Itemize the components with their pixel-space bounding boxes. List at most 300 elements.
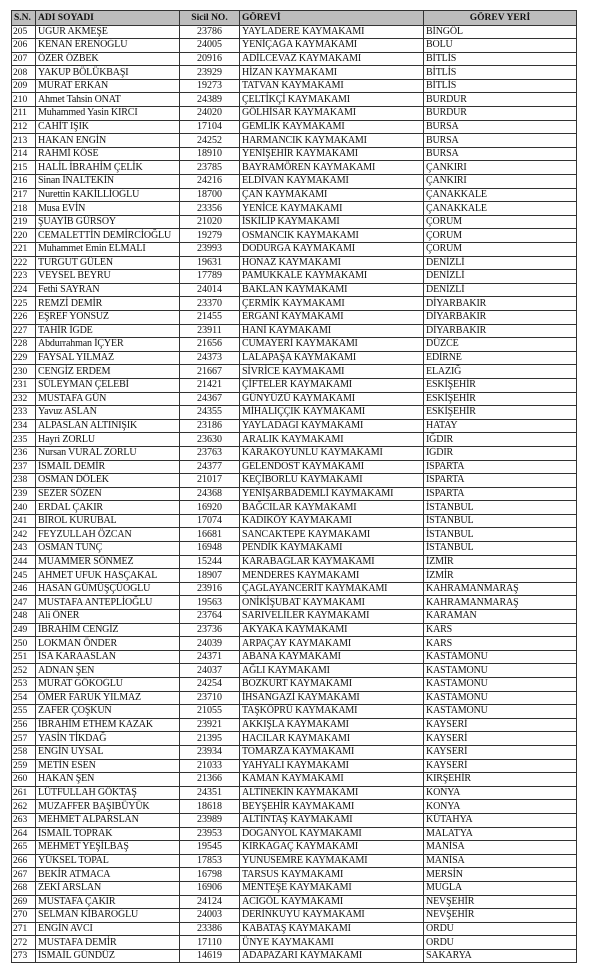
cell-gorev: SİVRİCE KAYMAKAMI — [240, 365, 424, 379]
cell-name: Hayri ZORLU — [36, 433, 180, 447]
cell-sn: 262 — [12, 800, 36, 814]
cell-name: ÖZER ÖZBEK — [36, 52, 180, 66]
cell-yer: NEVŞEHİR — [424, 909, 577, 923]
cell-sn: 255 — [12, 705, 36, 719]
cell-sicil: 16798 — [180, 868, 240, 882]
cell-sn: 209 — [12, 79, 36, 93]
cell-name: İBRAHİM CENGİZ — [36, 623, 180, 637]
cell-sn: 258 — [12, 745, 36, 759]
cell-name: BEKİR ATMACA — [36, 868, 180, 882]
cell-sicil: 23911 — [180, 324, 240, 338]
cell-gorev: MİHALIÇÇIK KAYMAKAMI — [240, 406, 424, 420]
cell-sn: 244 — [12, 555, 36, 569]
cell-gorev: ALTINEKİN KAYMAKAMI — [240, 786, 424, 800]
cell-sn: 222 — [12, 256, 36, 270]
cell-gorev: YENİŞARBADEMLİ KAYMAKAMI — [240, 487, 424, 501]
cell-sn: 211 — [12, 107, 36, 121]
cell-sn: 206 — [12, 39, 36, 53]
cell-sicil: 17789 — [180, 270, 240, 284]
cell-sn: 249 — [12, 623, 36, 637]
cell-yer: ORDU — [424, 922, 577, 936]
cell-sicil: 24014 — [180, 283, 240, 297]
cell-sicil: 24389 — [180, 93, 240, 107]
cell-sicil: 23736 — [180, 623, 240, 637]
cell-sn: 225 — [12, 297, 36, 311]
table-row — [12, 841, 577, 855]
cell-sicil: 23630 — [180, 433, 240, 447]
cell-name: İSMAİL DEMİR — [36, 460, 180, 474]
cell-yer: DİYARBAKIR — [424, 310, 577, 324]
cell-yer: KASTAMONU — [424, 650, 577, 664]
cell-name: ENGİN UYSAL — [36, 745, 180, 759]
cell-sn: 268 — [12, 881, 36, 895]
cell-name: MUAMMER SÖNMEZ — [36, 555, 180, 569]
governor-appointments-table — [11, 10, 577, 963]
cell-name: KENAN ERENOĞLU — [36, 39, 180, 53]
table-row — [12, 813, 577, 827]
cell-gorev: SANCAKTEPE KAYMAKAMI — [240, 528, 424, 542]
cell-sicil: 23763 — [180, 446, 240, 460]
cell-yer: KASTAMONU — [424, 691, 577, 705]
cell-sn: 213 — [12, 134, 36, 148]
cell-yer: İSTANBUL — [424, 542, 577, 556]
cell-sicil: 24039 — [180, 637, 240, 651]
cell-sicil: 21055 — [180, 705, 240, 719]
cell-sicil: 23929 — [180, 66, 240, 80]
cell-sicil: 23370 — [180, 297, 240, 311]
cell-yer: MUĞLA — [424, 881, 577, 895]
cell-gorev: YAHYALI KAYMAKAMI — [240, 759, 424, 773]
cell-name: Nurettin KAKİLLİOĞLU — [36, 188, 180, 202]
cell-gorev: BOZKURT KAYMAKAMI — [240, 678, 424, 692]
cell-sn: 269 — [12, 895, 36, 909]
cell-name: İSMAİL GÜNDÜZ — [36, 949, 180, 963]
table-row — [12, 107, 577, 121]
cell-yer: HATAY — [424, 419, 577, 433]
cell-name: Sinan İNALTEKİN — [36, 175, 180, 189]
table-row — [12, 392, 577, 406]
cell-sicil: 21033 — [180, 759, 240, 773]
cell-sn: 217 — [12, 188, 36, 202]
table-row — [12, 786, 577, 800]
cell-yer: ESKİŞEHİR — [424, 392, 577, 406]
cell-name: SELMAN KİBAROĞLU — [36, 909, 180, 923]
cell-gorev: DERİNKUYU KAYMAKAMI — [240, 909, 424, 923]
cell-sicil: 18618 — [180, 800, 240, 814]
table-row — [12, 596, 577, 610]
table-row — [12, 501, 577, 515]
cell-yer: DENİZLİ — [424, 256, 577, 270]
cell-sicil: 19563 — [180, 596, 240, 610]
cell-yer: KIRŞEHİR — [424, 773, 577, 787]
cell-sn: 208 — [12, 66, 36, 80]
table-row — [12, 202, 577, 216]
cell-sicil: 24377 — [180, 460, 240, 474]
cell-sicil: 24373 — [180, 351, 240, 365]
cell-gorev: YENİŞEHİR KAYMAKAMI — [240, 147, 424, 161]
cell-sicil: 24351 — [180, 786, 240, 800]
cell-gorev: İSKİLİP KAYMAKAMI — [240, 215, 424, 229]
header-sicil: Sicil NO. — [180, 11, 240, 26]
cell-sicil: 19273 — [180, 79, 240, 93]
cell-name: Yavuz ASLAN — [36, 406, 180, 420]
cell-gorev: ÇAN KAYMAKAMI — [240, 188, 424, 202]
cell-sn: 212 — [12, 120, 36, 134]
cell-name: TURGUT GÜLEN — [36, 256, 180, 270]
cell-name: OSMAN TUNÇ — [36, 542, 180, 556]
cell-gorev: YAYLADERE KAYMAKAMI — [240, 25, 424, 39]
table-row — [12, 514, 577, 528]
cell-sicil: 21020 — [180, 215, 240, 229]
cell-yer: BİTLİS — [424, 52, 577, 66]
cell-sn: 232 — [12, 392, 36, 406]
cell-name: BİROL KURUBAL — [36, 514, 180, 528]
table-row — [12, 542, 577, 556]
cell-yer: KAHRAMANMARAŞ — [424, 582, 577, 596]
cell-yer: ÇORUM — [424, 243, 577, 257]
cell-sicil: 21395 — [180, 732, 240, 746]
cell-name: Fethi SAYRAN — [36, 283, 180, 297]
cell-sn: 243 — [12, 542, 36, 556]
cell-gorev: KADIKÖY KAYMAKAMI — [240, 514, 424, 528]
table-row — [12, 474, 577, 488]
cell-yer: İZMİR — [424, 555, 577, 569]
cell-sn: 245 — [12, 569, 36, 583]
table-row — [12, 610, 577, 624]
cell-gorev: ERGANİ KAYMAKAMI — [240, 310, 424, 324]
cell-yer: KASTAMONU — [424, 678, 577, 692]
table-row — [12, 351, 577, 365]
cell-sicil: 23953 — [180, 827, 240, 841]
header-gorev: GÖREVİ — [240, 11, 424, 26]
table-body — [12, 25, 577, 963]
table-row — [12, 378, 577, 392]
cell-gorev: ALTINTAŞ KAYMAKAMI — [240, 813, 424, 827]
cell-sn: 254 — [12, 691, 36, 705]
cell-sicil: 19279 — [180, 229, 240, 243]
cell-sn: 229 — [12, 351, 36, 365]
cell-name: EŞREF YONSUZ — [36, 310, 180, 324]
cell-name: Ahmet Tahsin ONAT — [36, 93, 180, 107]
cell-sicil: 19545 — [180, 841, 240, 855]
cell-sn: 223 — [12, 270, 36, 284]
cell-gorev: KARABAĞLAR KAYMAKAMI — [240, 555, 424, 569]
table-row — [12, 460, 577, 474]
cell-gorev: HARMANCIK KAYMAKAMI — [240, 134, 424, 148]
cell-sn: 259 — [12, 759, 36, 773]
cell-sn: 260 — [12, 773, 36, 787]
cell-sn: 252 — [12, 664, 36, 678]
cell-gorev: ONİKİŞUBAT KAYMAKAMI — [240, 596, 424, 610]
cell-sicil: 17853 — [180, 854, 240, 868]
table-row — [12, 569, 577, 583]
cell-sn: 247 — [12, 596, 36, 610]
cell-sn: 271 — [12, 922, 36, 936]
cell-yer: BURDUR — [424, 107, 577, 121]
cell-sicil: 16920 — [180, 501, 240, 515]
cell-sn: 238 — [12, 474, 36, 488]
cell-yer: ÇANKIRI — [424, 161, 577, 175]
table-row — [12, 909, 577, 923]
cell-sn: 219 — [12, 215, 36, 229]
cell-gorev: YENİCE KAYMAKAMI — [240, 202, 424, 216]
cell-sn: 266 — [12, 854, 36, 868]
cell-gorev: BAKLAN KAYMAKAMI — [240, 283, 424, 297]
cell-sn: 207 — [12, 52, 36, 66]
table-row — [12, 732, 577, 746]
table-row — [12, 868, 577, 882]
cell-name: ŞUAYİB GÜRSOY — [36, 215, 180, 229]
cell-name: MUSTAFA ÇAKIR — [36, 895, 180, 909]
cell-sicil: 23916 — [180, 582, 240, 596]
cell-name: YASİN TİKDAĞ — [36, 732, 180, 746]
table-row — [12, 623, 577, 637]
cell-yer: DİYARBAKIR — [424, 297, 577, 311]
cell-sicil: 23993 — [180, 243, 240, 257]
cell-yer: KASTAMONU — [424, 705, 577, 719]
cell-gorev: MENDERES KAYMAKAMI — [240, 569, 424, 583]
cell-yer: MANİSA — [424, 854, 577, 868]
cell-gorev: ADAPAZARI KAYMAKAMI — [240, 949, 424, 963]
cell-sn: 236 — [12, 446, 36, 460]
cell-yer: ELAZIĞ — [424, 365, 577, 379]
cell-gorev: AĞLI KAYMAKAMI — [240, 664, 424, 678]
cell-sn: 272 — [12, 936, 36, 950]
cell-name: AHMET UFUK HASÇAKAL — [36, 569, 180, 583]
table-row — [12, 229, 577, 243]
cell-gorev: BAYRAMÖREN KAYMAKAMI — [240, 161, 424, 175]
cell-sn: 230 — [12, 365, 36, 379]
cell-name: ADNAN ŞEN — [36, 664, 180, 678]
cell-sn: 248 — [12, 610, 36, 624]
cell-gorev: OSMANCIK KAYMAKAMI — [240, 229, 424, 243]
cell-gorev: AKYAKA KAYMAKAMI — [240, 623, 424, 637]
cell-gorev: PAMUKKALE KAYMAKAMI — [240, 270, 424, 284]
table-row — [12, 854, 577, 868]
cell-gorev: ADİLCEVAZ KAYMAKAMI — [240, 52, 424, 66]
cell-sn: 234 — [12, 419, 36, 433]
cell-yer: BOLU — [424, 39, 577, 53]
cell-gorev: TATVAN KAYMAKAMI — [240, 79, 424, 93]
table-row — [12, 555, 577, 569]
cell-yer: EDİRNE — [424, 351, 577, 365]
cell-gorev: ABANA KAYMAKAMI — [240, 650, 424, 664]
cell-yer: DENİZLİ — [424, 270, 577, 284]
table-row — [12, 188, 577, 202]
table-row — [12, 705, 577, 719]
table-row — [12, 324, 577, 338]
cell-yer: KONYA — [424, 786, 577, 800]
cell-sn: 273 — [12, 949, 36, 963]
cell-name: FEYZULLAH ÖZCAN — [36, 528, 180, 542]
cell-name: LOKMAN ÖNDER — [36, 637, 180, 651]
table-row — [12, 25, 577, 39]
table-row — [12, 759, 577, 773]
cell-sn: 228 — [12, 338, 36, 352]
cell-name: HAKAN ŞEN — [36, 773, 180, 787]
cell-name: TAHİR İĞDE — [36, 324, 180, 338]
cell-gorev: HİZAN KAYMAKAMI — [240, 66, 424, 80]
table-header-row — [12, 11, 577, 26]
table-row — [12, 637, 577, 651]
table-row — [12, 718, 577, 732]
cell-name: CAHİT IŞIK — [36, 120, 180, 134]
cell-yer: BİNGÖL — [424, 25, 577, 39]
cell-sicil: 24037 — [180, 664, 240, 678]
cell-yer: ISPARTA — [424, 487, 577, 501]
cell-yer: İSTANBUL — [424, 528, 577, 542]
cell-gorev: YAYLADAĞI KAYMAKAMI — [240, 419, 424, 433]
cell-sn: 216 — [12, 175, 36, 189]
cell-name: YAKUP BÖLÜKBAŞI — [36, 66, 180, 80]
cell-sicil: 23989 — [180, 813, 240, 827]
cell-name: MEHMET ALPARSLAN — [36, 813, 180, 827]
cell-gorev: MENTEŞE KAYMAKAMI — [240, 881, 424, 895]
cell-sicil: 16681 — [180, 528, 240, 542]
table-row — [12, 297, 577, 311]
cell-sn: 210 — [12, 93, 36, 107]
cell-yer: ESKİŞEHİR — [424, 378, 577, 392]
cell-sn: 215 — [12, 161, 36, 175]
cell-yer: KARS — [424, 637, 577, 651]
cell-yer: BURSA — [424, 134, 577, 148]
table-row — [12, 310, 577, 324]
cell-gorev: GEMLİK KAYMAKAMI — [240, 120, 424, 134]
cell-sn: 270 — [12, 909, 36, 923]
cell-name: Muhammet Emin ELMALI — [36, 243, 180, 257]
cell-name: Musa EVİN — [36, 202, 180, 216]
cell-sn: 242 — [12, 528, 36, 542]
cell-name: MUSTAFA DEMİR — [36, 936, 180, 950]
header-yer: GÖREV YERİ — [424, 11, 577, 26]
table-row — [12, 406, 577, 420]
cell-gorev: ÇİFTELER KAYMAKAMI — [240, 378, 424, 392]
cell-yer: BURSA — [424, 147, 577, 161]
cell-name: SEZER SÖZEN — [36, 487, 180, 501]
cell-name: İSMAİL TOPRAK — [36, 827, 180, 841]
cell-gorev: KABATAŞ KAYMAKAMI — [240, 922, 424, 936]
cell-yer: KAHRAMANMARAŞ — [424, 596, 577, 610]
cell-yer: KAYSERİ — [424, 745, 577, 759]
table-row — [12, 256, 577, 270]
cell-yer: İZMİR — [424, 569, 577, 583]
cell-yer: ÇANKIRI — [424, 175, 577, 189]
cell-sn: 250 — [12, 637, 36, 651]
cell-name: YÜKSEL TOPAL — [36, 854, 180, 868]
cell-sicil: 24020 — [180, 107, 240, 121]
cell-name: İBRAHİM ETHEM KAZAK — [36, 718, 180, 732]
table-row — [12, 773, 577, 787]
appointment-list-page — [11, 10, 576, 963]
cell-gorev: LALAPAŞA KAYMAKAMI — [240, 351, 424, 365]
cell-sicil: 24124 — [180, 895, 240, 909]
table-row — [12, 528, 577, 542]
cell-sn: 227 — [12, 324, 36, 338]
cell-sicil: 21366 — [180, 773, 240, 787]
cell-sn: 253 — [12, 678, 36, 692]
cell-sicil: 24003 — [180, 909, 240, 923]
table-row — [12, 134, 577, 148]
cell-sicil: 14619 — [180, 949, 240, 963]
cell-sicil: 24371 — [180, 650, 240, 664]
table-row — [12, 79, 577, 93]
cell-name: ALPASLAN ALTINIŞIK — [36, 419, 180, 433]
cell-name: CENGİZ ERDEM — [36, 365, 180, 379]
cell-name: İSA KARAASLAN — [36, 650, 180, 664]
cell-yer: IĞDIR — [424, 433, 577, 447]
cell-name: ÖMER FARUK YILMAZ — [36, 691, 180, 705]
cell-sicil: 24367 — [180, 392, 240, 406]
cell-sn: 231 — [12, 378, 36, 392]
cell-yer: KAYSERİ — [424, 718, 577, 732]
table-row — [12, 283, 577, 297]
cell-gorev: TOMARZA KAYMAKAMI — [240, 745, 424, 759]
table-row — [12, 66, 577, 80]
table-row — [12, 147, 577, 161]
cell-gorev: HANİ KAYMAKAMI — [240, 324, 424, 338]
table-row — [12, 338, 577, 352]
cell-gorev: GÜNYÜZÜ KAYMAKAMI — [240, 392, 424, 406]
cell-sicil: 23356 — [180, 202, 240, 216]
table-row — [12, 895, 577, 909]
cell-gorev: ÇERMİK KAYMAKAMI — [240, 297, 424, 311]
cell-gorev: PENDİK KAYMAKAMI — [240, 542, 424, 556]
table-row — [12, 419, 577, 433]
table-row — [12, 691, 577, 705]
cell-sicil: 23785 — [180, 161, 240, 175]
cell-yer: BURSA — [424, 120, 577, 134]
cell-gorev: HACILAR KAYMAKAMI — [240, 732, 424, 746]
cell-yer: KARS — [424, 623, 577, 637]
cell-name: MUSTAFA GÜN — [36, 392, 180, 406]
cell-gorev: YUNUSEMRE KAYMAKAMI — [240, 854, 424, 868]
cell-sicil: 24368 — [180, 487, 240, 501]
cell-gorev: ELDİVAN KAYMAKAMI — [240, 175, 424, 189]
table-row — [12, 650, 577, 664]
cell-gorev: ACIGÖL KAYMAKAMI — [240, 895, 424, 909]
table-row — [12, 243, 577, 257]
cell-gorev: DODURGA KAYMAKAMI — [240, 243, 424, 257]
cell-gorev: AKKIŞLA KAYMAKAMI — [240, 718, 424, 732]
cell-yer: ISPARTA — [424, 460, 577, 474]
cell-sicil: 23386 — [180, 922, 240, 936]
cell-name: ZAFER ÇOŞKUN — [36, 705, 180, 719]
cell-sicil: 16906 — [180, 881, 240, 895]
cell-gorev: KAMAN KAYMAKAMI — [240, 773, 424, 787]
cell-gorev: İHSANGAZİ KAYMAKAMI — [240, 691, 424, 705]
table-row — [12, 949, 577, 963]
cell-yer: ÇORUM — [424, 229, 577, 243]
table-row — [12, 120, 577, 134]
cell-sn: 246 — [12, 582, 36, 596]
cell-gorev: SARIVELİLER KAYMAKAMI — [240, 610, 424, 624]
cell-sicil: 17110 — [180, 936, 240, 950]
table-row — [12, 745, 577, 759]
cell-yer: KÜTAHYA — [424, 813, 577, 827]
cell-sicil: 17104 — [180, 120, 240, 134]
cell-sicil: 23764 — [180, 610, 240, 624]
table-row — [12, 881, 577, 895]
cell-gorev: GELENDOST KAYMAKAMI — [240, 460, 424, 474]
cell-name: MURAT GÖKOĞLU — [36, 678, 180, 692]
cell-sicil: 21421 — [180, 378, 240, 392]
cell-sn: 257 — [12, 732, 36, 746]
table-row — [12, 433, 577, 447]
cell-sn: 239 — [12, 487, 36, 501]
cell-sicil: 20916 — [180, 52, 240, 66]
cell-yer: KONYA — [424, 800, 577, 814]
cell-sn: 224 — [12, 283, 36, 297]
